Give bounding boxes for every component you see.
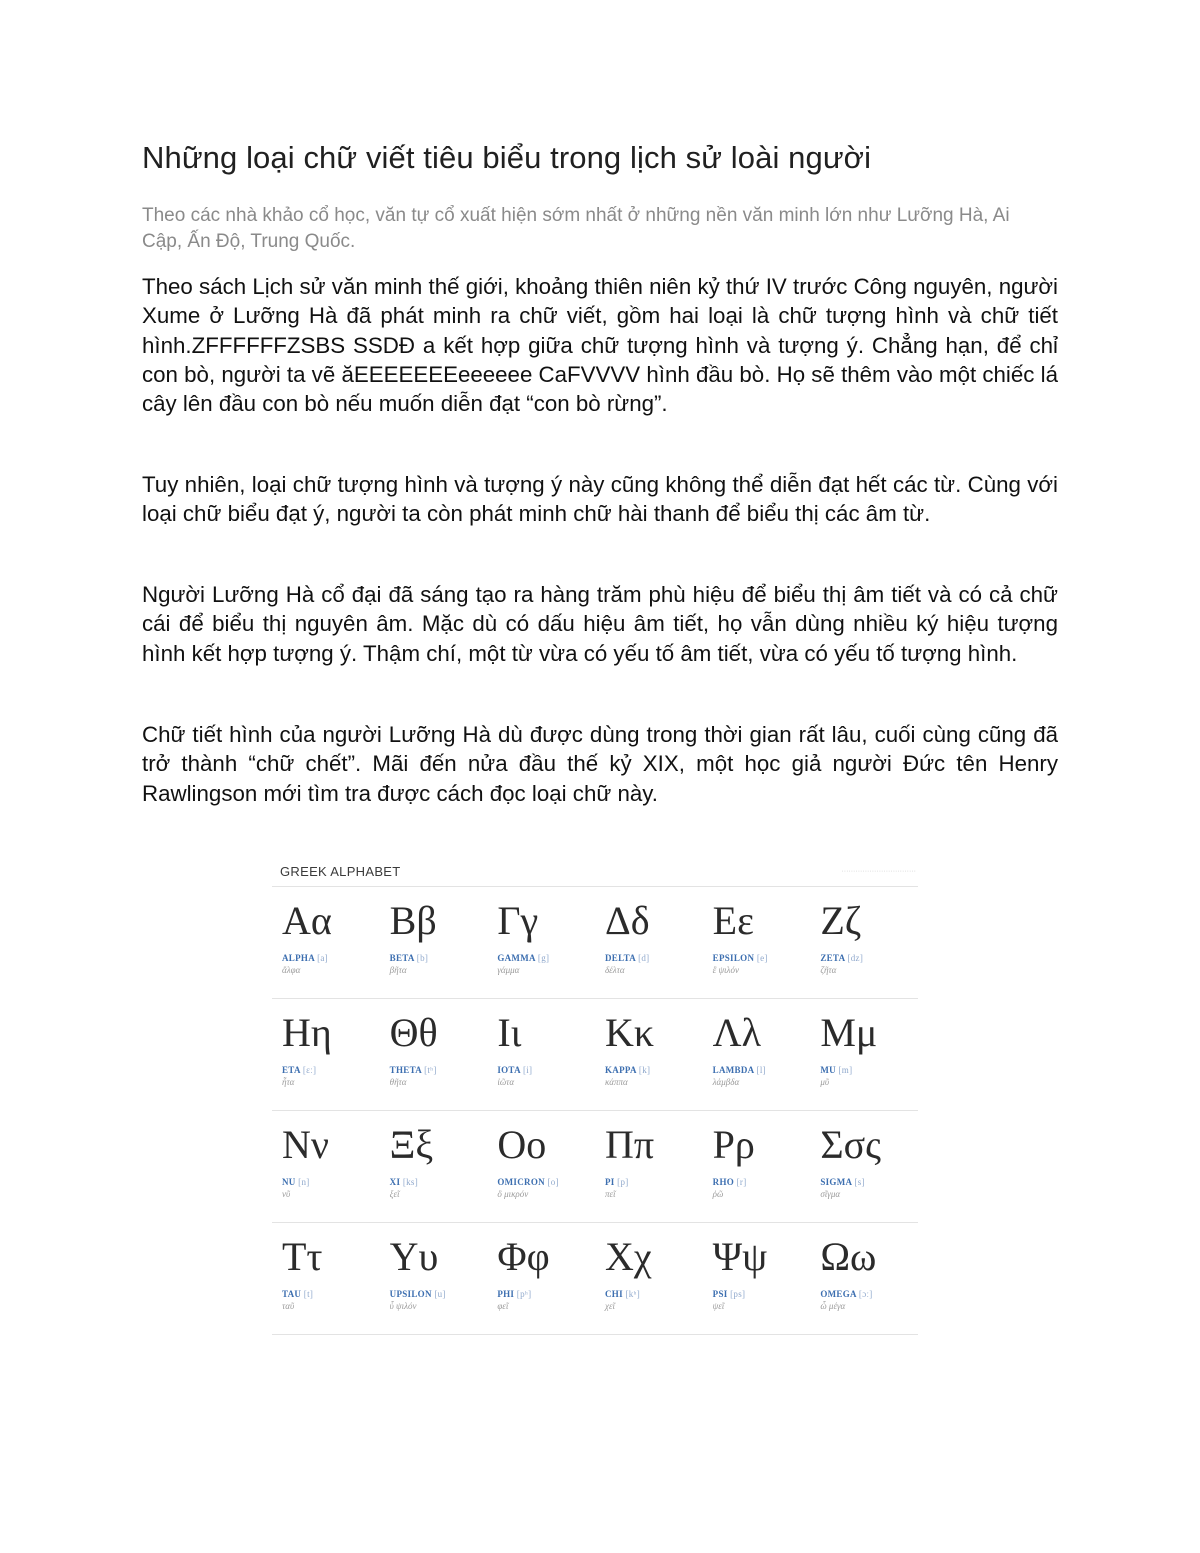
- letter-name: ETA: [282, 1065, 301, 1075]
- greek-letter-grid: [272, 886, 918, 1334]
- letter-glyph: Γγ: [497, 898, 539, 943]
- letter-glyph: Ωω: [820, 1234, 877, 1279]
- letter-native-name: μῦ: [820, 1077, 829, 1087]
- greek-alphabet-figure: [272, 848, 922, 1338]
- letter-sound: [o]: [547, 1177, 559, 1187]
- letter-glyph: Θθ: [389, 1010, 438, 1055]
- letter-sound: [ks]: [402, 1177, 419, 1187]
- letter-name-line: [713, 1177, 811, 1187]
- letter-name-line: [282, 1065, 380, 1075]
- letter-name: LAMBDA: [712, 1065, 754, 1075]
- greek-letter-cell: [810, 886, 918, 998]
- letter-sound: [b]: [416, 953, 429, 963]
- letter-glyph: Αα: [282, 898, 332, 943]
- letter-name: RHO: [712, 1177, 735, 1187]
- letter-native-name: ἰῶτα: [497, 1077, 515, 1087]
- letter-native-name: λάμβδα: [712, 1077, 740, 1087]
- letter-glyph: Φφ: [497, 1234, 550, 1279]
- letter-name: NU: [282, 1177, 296, 1187]
- letter-glyph: Δδ: [604, 898, 650, 943]
- greek-letter-cell: [380, 998, 488, 1110]
- letter-native-name: ταῦ: [282, 1301, 295, 1311]
- letter-name-line: [390, 1289, 488, 1299]
- letter-name: SIGMA: [820, 1177, 852, 1187]
- letter-native-name: νῦ: [282, 1189, 291, 1199]
- letter-name: CHI: [604, 1289, 623, 1299]
- letter-name: UPSILON: [389, 1289, 432, 1299]
- letter-native-name: ὦ μέγα: [820, 1301, 846, 1311]
- letter-sound: [k]: [638, 1065, 651, 1075]
- greek-alphabet-header: [280, 860, 922, 882]
- greek-letter-cell: [595, 1110, 703, 1222]
- letter-glyph: Ππ: [604, 1122, 655, 1167]
- letter-name: ALPHA: [282, 953, 315, 963]
- letter-name-line: [497, 1289, 595, 1299]
- letter-native-name: γάμμα: [497, 965, 520, 975]
- letter-sound: [i]: [522, 1065, 533, 1075]
- letter-sound: [l]: [756, 1065, 766, 1075]
- letter-sound: [d]: [638, 953, 650, 963]
- greek-letter-cell: [487, 1110, 595, 1222]
- greek-letter-cell: [595, 1222, 703, 1334]
- letter-native-name: ἦτα: [282, 1077, 295, 1087]
- letter-native-name: κάππα: [604, 1077, 628, 1087]
- letter-sound: [dz]: [847, 953, 864, 963]
- letter-name: KAPPA: [604, 1065, 637, 1075]
- letter-sound: [ps]: [730, 1289, 746, 1299]
- letter-sound: [g]: [537, 953, 550, 963]
- letter-sound: [m]: [838, 1065, 853, 1075]
- letter-name-line: [605, 1289, 703, 1299]
- letter-native-name: φεῖ: [497, 1301, 509, 1311]
- letter-name: OMICRON: [497, 1177, 545, 1187]
- letter-native-name: ἒ ψιλόν: [712, 965, 739, 975]
- letter-glyph: Εε: [712, 898, 754, 943]
- letter-name-line: [282, 1177, 380, 1187]
- letter-glyph: Κκ: [604, 1010, 655, 1055]
- letter-sound: [ɔː]: [858, 1289, 873, 1299]
- letter-glyph: Ττ: [282, 1234, 323, 1279]
- letter-name: MU: [820, 1065, 836, 1075]
- letter-name: DELTA: [604, 953, 636, 963]
- letter-name: ZETA: [820, 953, 845, 963]
- letter-name-line: [497, 953, 595, 963]
- letter-name-line: [497, 1065, 595, 1075]
- greek-letter-cell: [703, 1222, 811, 1334]
- letter-sound: [t]: [303, 1289, 314, 1299]
- letter-name: BETA: [389, 953, 415, 963]
- letter-name-line: [820, 1065, 918, 1075]
- letter-sound: [e]: [756, 953, 768, 963]
- letter-glyph: Ββ: [389, 898, 437, 943]
- greek-letter-cell: [810, 1222, 918, 1334]
- page-title: Những loại chữ viết tiêu biểu trong lịch sử loài người: [142, 140, 872, 175]
- greek-letter-cell: [703, 998, 811, 1110]
- letter-sound: [pʰ]: [516, 1289, 532, 1299]
- letter-name-line: [497, 1177, 595, 1187]
- letter-name: PHI: [497, 1289, 515, 1299]
- greek-letter-cell: [810, 998, 918, 1110]
- letter-sound: [ɛː]: [302, 1065, 317, 1075]
- letter-name-line: [605, 953, 703, 963]
- letter-sound: [p]: [617, 1177, 629, 1187]
- letter-glyph: Λλ: [712, 1010, 762, 1055]
- letter-name: PSI: [712, 1289, 728, 1299]
- letter-glyph: Ιι: [497, 1010, 522, 1055]
- letter-native-name: πεῖ: [604, 1189, 616, 1199]
- letter-name: PI: [604, 1177, 615, 1187]
- letter-name-line: [605, 1065, 703, 1075]
- letter-native-name: δέλτα: [604, 965, 625, 975]
- greek-letter-cell: [487, 1222, 595, 1334]
- greek-letter-cell: [595, 998, 703, 1110]
- letter-native-name: σῖγμα: [820, 1189, 841, 1199]
- letter-native-name: χεῖ: [604, 1301, 615, 1311]
- letter-glyph: Υυ: [389, 1234, 439, 1279]
- letter-name-line: [713, 1289, 811, 1299]
- letter-sound: [u]: [434, 1289, 446, 1299]
- letter-name: EPSILON: [712, 953, 755, 963]
- paragraph-2: Tuy nhiên, loại chữ tượng hình và tượng ý này cũng không thể diễn đạt hết các từ. Cùng với loại chữ biểu đạt ý, người ta còn phát minh chữ hài thanh để biểu thị các âm từ.: [142, 472, 1058, 527]
- letter-name-line: [390, 1065, 488, 1075]
- letter-native-name: ὖ ψιλόν: [389, 1301, 417, 1311]
- greek-letter-cell: [380, 1222, 488, 1334]
- greek-letter-cell: [703, 886, 811, 998]
- letter-name: THETA: [389, 1065, 422, 1075]
- letter-glyph: Μμ: [820, 1010, 878, 1055]
- letter-name-line: [820, 1289, 918, 1299]
- letter-name: GAMMA: [497, 953, 536, 963]
- letter-native-name: θῆτα: [389, 1077, 407, 1087]
- greek-letter-cell: [810, 1110, 918, 1222]
- letter-sound: [a]: [317, 953, 328, 963]
- letter-name-line: [605, 1177, 703, 1187]
- greek-alphabet-credit: ································: [841, 867, 916, 875]
- letter-glyph: Νν: [282, 1122, 329, 1167]
- letter-native-name: ζῆτα: [820, 965, 837, 975]
- greek-letter-cell: [595, 886, 703, 998]
- letter-native-name: βῆτα: [389, 965, 407, 975]
- letter-native-name: ἄλφα: [282, 965, 301, 975]
- greek-letter-cell: [380, 886, 488, 998]
- letter-name: TAU: [282, 1289, 302, 1299]
- letter-glyph: Ζζ: [820, 898, 862, 943]
- letter-sound: [kʰ]: [625, 1289, 641, 1299]
- letter-sound: [s]: [854, 1177, 865, 1187]
- greek-alphabet-title: GREEK ALPHABET: [280, 863, 401, 879]
- letter-name-line: [820, 1177, 918, 1187]
- letter-sound: [n]: [298, 1177, 310, 1187]
- letter-name-line: [390, 953, 488, 963]
- greek-letter-cell: [272, 1222, 380, 1334]
- subtitle: Theo các nhà khảo cổ học, văn tự cổ xuất hiện sớm nhất ở những nền văn minh lớn như Lưỡng Hà, Ai Cập, Ấn Độ, Trung Quốc.: [142, 205, 1010, 252]
- greek-letter-cell: [703, 1110, 811, 1222]
- letter-name: XI: [389, 1177, 401, 1187]
- letter-glyph: Ψψ: [712, 1234, 768, 1279]
- letter-name-line: [713, 1065, 811, 1075]
- letter-glyph: Ρρ: [712, 1122, 755, 1167]
- greek-letter-cell: [487, 886, 595, 998]
- letter-native-name: ψεῖ: [712, 1301, 725, 1311]
- letter-sound: [tʰ]: [424, 1065, 437, 1075]
- letter-glyph: Ηη: [282, 1010, 332, 1055]
- letter-name-line: [282, 1289, 380, 1299]
- letter-native-name: ὂ μικρόν: [497, 1189, 529, 1199]
- greek-letter-cell: [272, 1110, 380, 1222]
- letter-native-name: ξεῖ: [389, 1189, 400, 1199]
- letter-glyph: Οο: [497, 1122, 547, 1167]
- letter-name-line: [390, 1177, 488, 1187]
- letter-glyph: Σσς: [820, 1122, 882, 1167]
- greek-letter-cell: [487, 998, 595, 1110]
- letter-name: IOTA: [497, 1065, 521, 1075]
- greek-letter-cell: [272, 886, 380, 998]
- letter-glyph: Χχ: [604, 1234, 652, 1279]
- letter-glyph: Ξξ: [389, 1122, 434, 1167]
- greek-letter-cell: [380, 1110, 488, 1222]
- paragraph-1: Theo sách Lịch sử văn minh thế giới, khoảng thiên niên kỷ thứ IV trước Công nguyên, người Xume ở Lưỡng Hà đã phát minh ra chữ viết, gồm hai loại là chữ tượng hình và chữ tiết hình.ZFFFFFFZSBS SSDĐ a kết hợp giữa chữ tượng hình và tượng ý. Chẳng hạn, để chỉ con bò, người ta vẽ ăEEEEEEEeeeeee CaFVVVV hình đầu bò. Họ sẽ thêm vào một chiếc lá cây lên đầu con bò nếu muốn diễn đạt “con bò rừng”.: [142, 274, 1058, 417]
- greek-letter-cell: [272, 998, 380, 1110]
- paragraph-4: Chữ tiết hình của người Lưỡng Hà dù được dùng trong thời gian rất lâu, cuối cùng cũng đã trở thành “chữ chết”. Mãi đến nửa đầu thế kỷ XIX, một học giả người Đức tên Henry Rawlingson mới tìm tra được cách đọc loại chữ này.: [142, 722, 1058, 806]
- letter-name-line: [820, 953, 918, 963]
- greek-bottom-rule: [272, 1334, 918, 1335]
- letter-name-line: [282, 953, 380, 963]
- letter-sound: [r]: [736, 1177, 747, 1187]
- letter-native-name: ῥῶ: [712, 1189, 724, 1199]
- paragraph-3: Người Lưỡng Hà cổ đại đã sáng tạo ra hàng trăm phù hiệu để biểu thị âm tiết và có cả chữ cái để biểu thị nguyên âm. Mặc dù có dấu hiệu âm tiết, họ vẫn dùng nhiều ký hiệu tượng hình kết hợp tượng ý. Thậm chí, một từ vừa có yếu tố âm tiết, vừa có yếu tố tượng hình.: [142, 582, 1058, 666]
- letter-name-line: [713, 953, 811, 963]
- letter-name: OMEGA: [820, 1289, 857, 1299]
